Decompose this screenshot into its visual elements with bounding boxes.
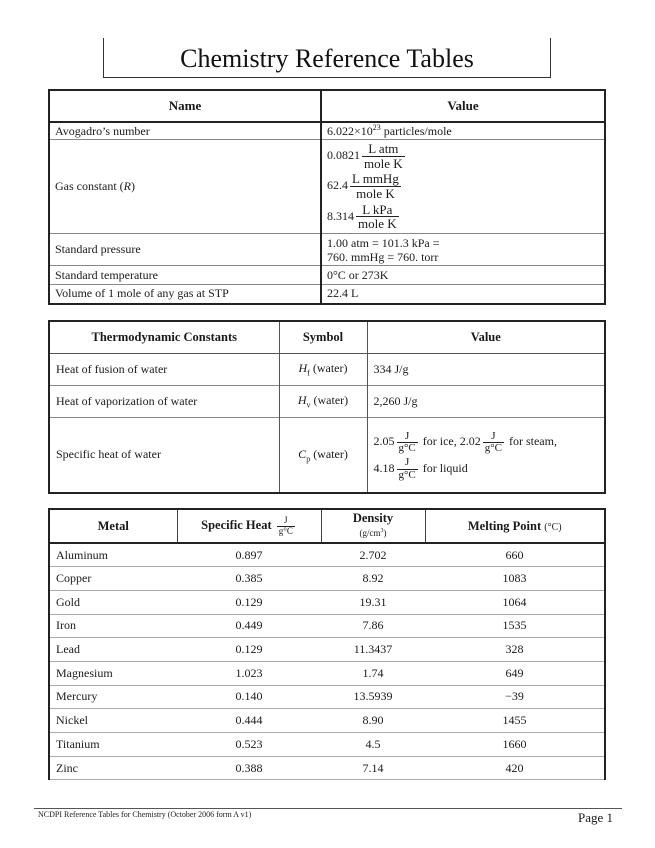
gas-constant-value-2: 62.4 $\frac{\text{L mmHg}}{\text{mole K}}$ — [327, 171, 399, 201]
metal-cell: Aluminum — [49, 543, 177, 567]
metal-cell: Iron — [49, 614, 177, 638]
vaporization-value: 2,260 J/g — [367, 385, 605, 417]
specific-heat-cell: 0.129 — [177, 638, 321, 662]
specific-heat-cell: 0.129 — [177, 590, 321, 614]
header-symbol: Symbol — [279, 321, 367, 353]
specific-heat-value: 2.05 $\frac{J}{g^\circ C}$ for ice, 2.02 $\frac{J}{g^\circ C}$ for steam, 4.18 $\frac{J}{g^\circ C}$ for liquid — [367, 417, 605, 493]
table-row — [49, 567, 605, 591]
molar-volume-label: Volume of 1 mole of any gas at STP — [49, 285, 321, 304]
fusion-value: 334 J/g — [367, 353, 605, 385]
table-row — [49, 543, 605, 567]
table-row — [49, 685, 605, 709]
metals-table — [48, 508, 606, 780]
specific-heat-cell: 0.897 — [177, 543, 321, 567]
avogadro-label: Avogadro’s number — [49, 122, 321, 140]
specific-heat-cell: 0.449 — [177, 614, 321, 638]
table-header-row — [49, 321, 605, 353]
metal-cell: Nickel — [49, 709, 177, 733]
table-header-row — [49, 509, 605, 543]
pressure-label: Standard pressure — [49, 234, 321, 266]
density-cell: 2.702 — [321, 543, 425, 567]
header-value: Value — [367, 321, 605, 353]
table-row — [49, 638, 605, 662]
page-title: Chemistry Reference Tables — [103, 38, 551, 78]
vaporization-symbol: $H_v$ (water) — [279, 385, 367, 417]
vaporization-label: Heat of vaporization of water — [49, 385, 279, 417]
table-row — [49, 140, 605, 234]
density-cell: 8.90 — [321, 709, 425, 733]
footer-divider — [34, 808, 622, 809]
metal-cell: Copper — [49, 567, 177, 591]
table-row — [49, 266, 605, 285]
specific-heat-cell: 0.444 — [177, 709, 321, 733]
specific-heat-cell: 0.385 — [177, 567, 321, 591]
constants-table — [48, 89, 606, 305]
metal-cell: Titanium — [49, 733, 177, 757]
thermodynamic-table — [48, 320, 606, 494]
melting-point-cell: 649 — [425, 661, 605, 685]
specific-heat-cell: 0.523 — [177, 733, 321, 757]
metal-cell: Magnesium — [49, 661, 177, 685]
temperature-value: 0°C or 273K — [321, 266, 605, 285]
pressure-value: 1.00 atm = 101.3 kPa = 760. mmHg = 760. torr — [321, 234, 605, 266]
specific-heat-cell: 0.140 — [177, 685, 321, 709]
melting-point-cell: 420 — [425, 756, 605, 780]
table-row — [49, 614, 605, 638]
melting-point-cell: 660 — [425, 543, 605, 567]
avogadro-value: $6.022\times 10^{23}$ particles/mole — [321, 122, 605, 140]
density-cell: 13.5939 — [321, 685, 425, 709]
density-cell: 8.92 — [321, 567, 425, 591]
melting-point-cell: 1064 — [425, 590, 605, 614]
metal-cell: Gold — [49, 590, 177, 614]
table-row — [49, 385, 605, 417]
melting-point-cell: −39 — [425, 685, 605, 709]
header-density: Density $(g/cm^3)$ — [321, 509, 425, 543]
table-row — [49, 756, 605, 780]
table-row — [49, 709, 605, 733]
fusion-label: Heat of fusion of water — [49, 353, 279, 385]
melting-point-cell: 1660 — [425, 733, 605, 757]
melting-point-cell: 1455 — [425, 709, 605, 733]
header-name: Name — [49, 90, 321, 122]
molar-volume-value: 22.4 L — [321, 285, 605, 304]
specific-heat-symbol: $C_p$ (water) — [279, 417, 367, 493]
density-cell: 19.31 — [321, 590, 425, 614]
metal-cell: Lead — [49, 638, 177, 662]
melting-point-cell: 1535 — [425, 614, 605, 638]
density-cell: 7.14 — [321, 756, 425, 780]
melting-point-cell: 1083 — [425, 567, 605, 591]
metal-cell: Mercury — [49, 685, 177, 709]
specific-heat-cell: 1.023 — [177, 661, 321, 685]
table-row — [49, 733, 605, 757]
temperature-label: Standard temperature — [49, 266, 321, 285]
table-row — [49, 353, 605, 385]
table-row — [49, 661, 605, 685]
density-cell: 4.5 — [321, 733, 425, 757]
fusion-symbol: $H_f$ (water) — [279, 353, 367, 385]
metal-cell: Zinc — [49, 756, 177, 780]
table-row — [49, 285, 605, 304]
table-row — [49, 122, 605, 140]
page-number: Page 1 — [578, 810, 614, 825]
header-value: Value — [321, 90, 605, 122]
gas-constant-value-3: 8.314 $\frac{\text{L kPa}}{\text{mole K}}$ — [327, 201, 397, 232]
gas-constant-value-1: 0.0821 $\frac{\text{L atm}}{\text{mole K}}$ — [327, 141, 403, 171]
gas-constant-values — [321, 140, 605, 234]
table-row — [49, 590, 605, 614]
table-header-row — [49, 90, 605, 122]
footer-source: NCDPI Reference Tables for Chemistry (October 2006 form A v1) — [38, 810, 252, 819]
header-constants: Thermodynamic Constants — [49, 321, 279, 353]
density-cell: 7.86 — [321, 614, 425, 638]
melting-point-cell: 328 — [425, 638, 605, 662]
table-row — [49, 417, 605, 493]
header-metal: Metal — [49, 509, 177, 543]
header-melting-point: Melting Point (°C) — [425, 509, 605, 543]
density-cell: 11.3437 — [321, 638, 425, 662]
gas-constant-label: Gas constant (R) — [49, 140, 321, 234]
density-cell: 1.74 — [321, 661, 425, 685]
specific-heat-cell: 0.388 — [177, 756, 321, 780]
specific-heat-label: Specific heat of water — [49, 417, 279, 493]
table-row — [49, 234, 605, 266]
header-specific-heat: Specific Heat $\frac{J}{g^\circ C}$ — [177, 509, 321, 543]
